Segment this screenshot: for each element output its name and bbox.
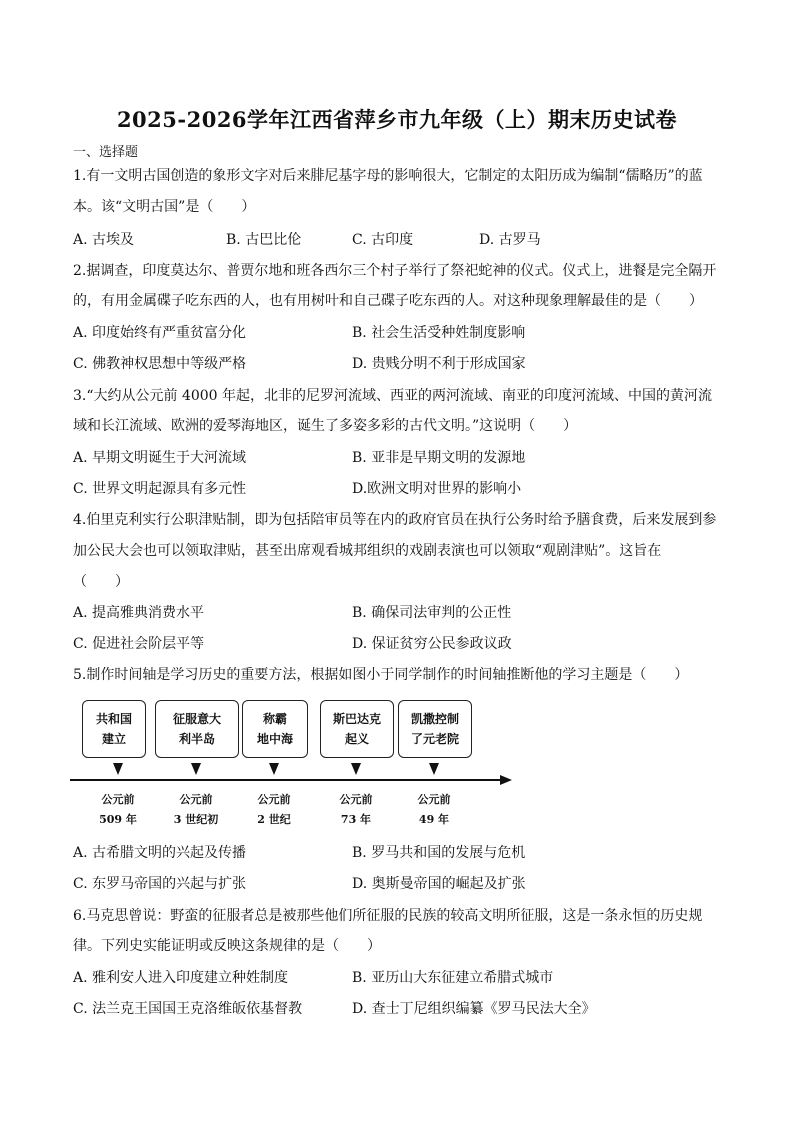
option-b: B. 罗马共和国的发展与危机 [352,845,526,861]
timeline-date: 公元前 2 世纪 [257,793,291,826]
timeline-arrow-icon [113,763,123,775]
option-c: C. 东罗马帝国的兴起与扩张 [73,876,247,892]
question-text: 1.有一文明古国创造的象形文字对后来腓尼基字母的影响很大，它制定的太阳历成为编制“儒略历”的蓝 [73,168,703,184]
timeline-figure [70,700,530,830]
option-c: C. 世界文明起源具有多元性 [73,481,247,497]
question-text: 5.制作时间轴是学习历史的重要方法，根据如图小于同学制作的时间轴推断他的学习主题是（ ） [73,667,689,683]
question-text: 域和长江流域、欧洲的爱琴海地区，诞生了多姿多彩的古代文明。”这说明（ ） [73,418,578,434]
timeline-date: 公元前 509 年 [99,793,137,826]
option-b: B. 亚历山大东征建立希腊式城市 [352,970,554,986]
option-d: D. 贵贱分明不利于形成国家 [352,356,526,372]
question-text: 律。下列史实能证明或反映这条规律的是（ ） [73,938,381,954]
question-text: 3.“大约从公元前 4000 年起，北非的尼罗河流域、西亚的两河流域、南亚的印度河流域、中国的黄河流 [73,388,713,404]
section-heading: 一、选择题 [73,145,139,160]
question-text: 2.据调查，印度莫达尔、普贾尔地和班各西尔三个村子举行了祭祀蛇神的仪式。仪式上，进餐是完全隔开 [73,263,717,279]
option-a: A. 早期文明诞生于大河流域 [73,450,247,466]
option-c: C. 促进社会阶层平等 [73,636,205,652]
timeline-event-box: 凯撒控制 了元老院 [398,700,472,758]
timeline-event-box: 斯巴达克 起义 [320,700,394,758]
timeline-date: 公元前 73 年 [339,793,373,826]
page-title: 2025-2026学年江西省萍乡市九年级（上）期末历史试卷 [116,107,678,132]
option-c: C. 法兰克王国国王克洛维皈依基督教 [73,1001,303,1017]
question-text: 加公民大会也可以领取津贴，甚至出席观看城邦组织的戏剧表演也可以领取“观剧津贴”。这旨在 [73,543,662,559]
timeline-date: 公元前 3 世纪初 [173,793,219,826]
option-a: A. 古埃及 [73,232,135,248]
timeline-arrow-icon [269,763,279,775]
option-b: B. 社会生活受种姓制度影响 [352,325,526,341]
option-d: D. 查士丁尼组织编纂《罗马民法大全》 [352,1001,596,1017]
question-text: （ ） [73,574,129,590]
question-text: 4.伯里克利实行公职津贴制，即为包括陪审员等在内的政府官员在执行公务时给予膳食费，后来发展到参 [73,512,717,528]
timeline-axis [70,779,502,781]
timeline-event-box: 称霸 地中海 [242,700,308,758]
option-d: D.欧洲文明对世界的影响小 [352,481,522,497]
question-text: 6.马克思曾说：野蛮的征服者总是被那些他们所征服的民族的较高文明所征服，这是一条永恒的历史规 [73,908,703,924]
option-a: A. 提高雅典消费水平 [73,605,205,621]
axis-arrowhead-icon [500,775,512,785]
question-text: 的，有用金属碟子吃东西的人，也有用树叶和自己碟子吃东西的人。对这种现象理解最佳的是（ ） [73,293,703,309]
timeline-arrow-icon [191,763,201,775]
option-b: B. 亚非是早期文明的发源地 [352,450,526,466]
option-d: D. 奥斯曼帝国的崛起及扩张 [352,876,526,892]
option-c: C. 佛教神权思想中等级严格 [73,356,247,372]
option-d: D. 古罗马 [479,232,541,248]
option-d: D. 保证贫穷公民参政议政 [352,636,512,652]
timeline-event-box: 共和国 建立 [82,700,146,758]
option-b: B. 确保司法审判的公正性 [352,605,512,621]
timeline-date: 公元前 49 年 [417,793,451,826]
option-b: B. 古巴比伦 [226,232,302,248]
question-text: 本。该“文明古国”是（ ） [73,199,256,215]
timeline-arrow-icon [429,763,439,775]
timeline-event-box: 征服意大 利半岛 [155,700,239,758]
option-a: A. 古希腊文明的兴起及传播 [73,845,247,861]
option-a: A. 印度始终有严重贫富分化 [73,325,247,341]
timeline-arrow-icon [351,763,361,775]
option-a: A. 雅利安人进入印度建立种姓制度 [73,970,289,986]
option-c: C. 古印度 [352,232,414,248]
